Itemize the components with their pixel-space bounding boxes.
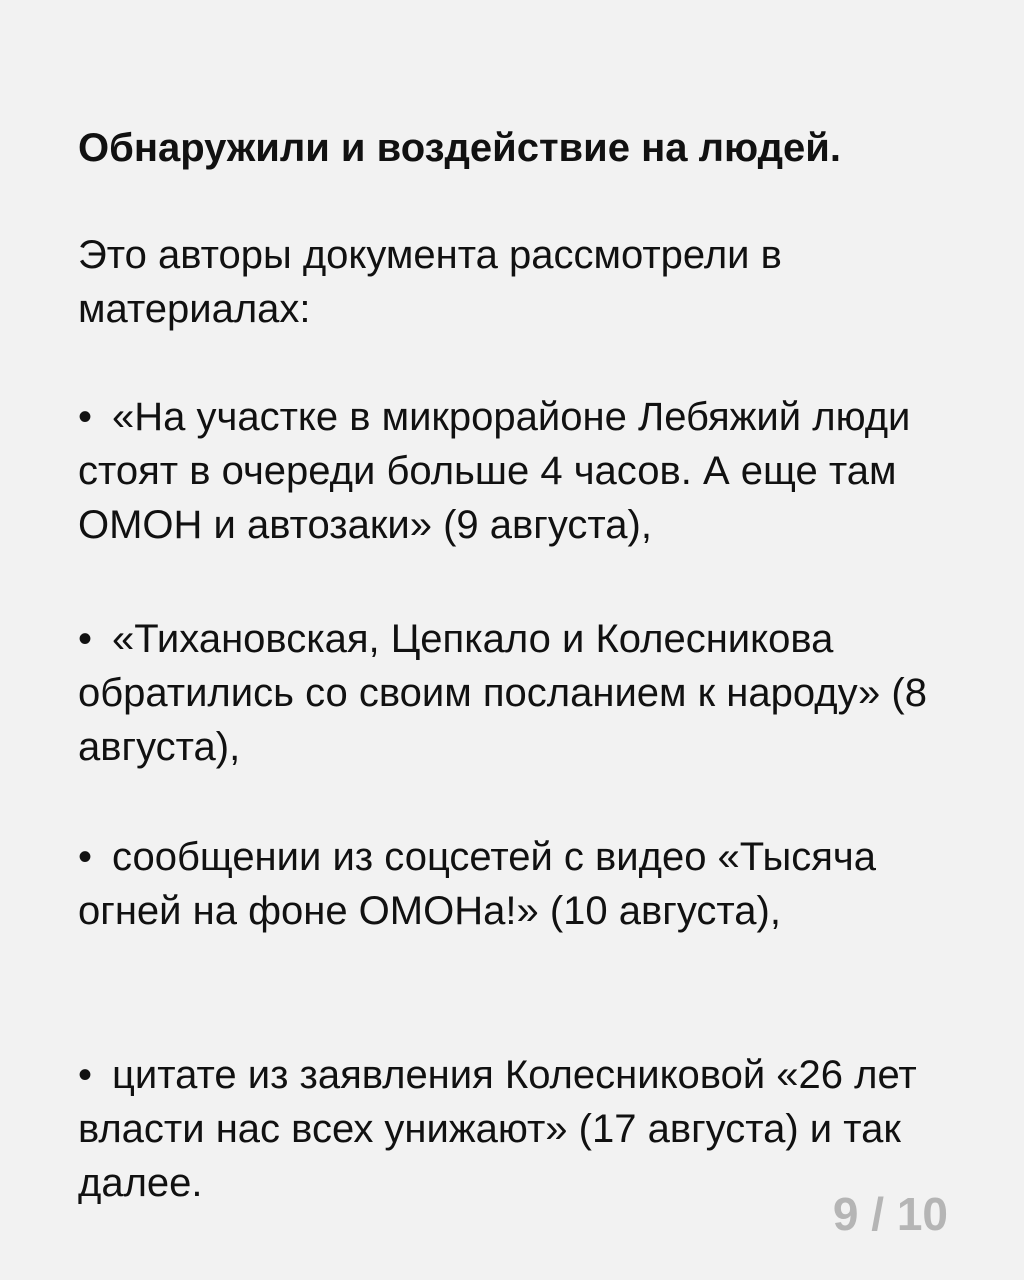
bullet-icon: • xyxy=(78,617,93,661)
bullet-icon: • xyxy=(78,395,93,439)
list-item xyxy=(78,390,958,552)
list-item-text: «На участке в микрорайоне Лебяжий люди стоят в очереди больше 4 часов. А еще там ОМОН и автозаки» (9 августа), xyxy=(78,395,911,547)
list-item-text: цитате из заявления Колесниковой «26 лет власти нас всех унижают» (17 августа) и так далее. xyxy=(78,1053,917,1205)
list-item xyxy=(78,1048,958,1210)
bullet-icon: • xyxy=(78,1053,93,1097)
list-item-text: «Тихановская, Цепкало и Колесникова обратились со своим посланием к народу» (8 августа), xyxy=(78,617,927,769)
list-item xyxy=(78,830,958,938)
list-item xyxy=(78,612,958,774)
intro-paragraph: Это авторы документа рассмотрели в материалах: xyxy=(78,233,782,331)
bullet-icon: • xyxy=(78,835,93,879)
list-item-text: сообщении из соцсетей с видео «Тысяча огней на фоне ОМОНа!» (10 августа), xyxy=(78,835,876,933)
document-heading: Обнаружили и воздействие на людей. xyxy=(78,126,841,170)
page-counter: 9 / 10 xyxy=(832,1188,948,1240)
